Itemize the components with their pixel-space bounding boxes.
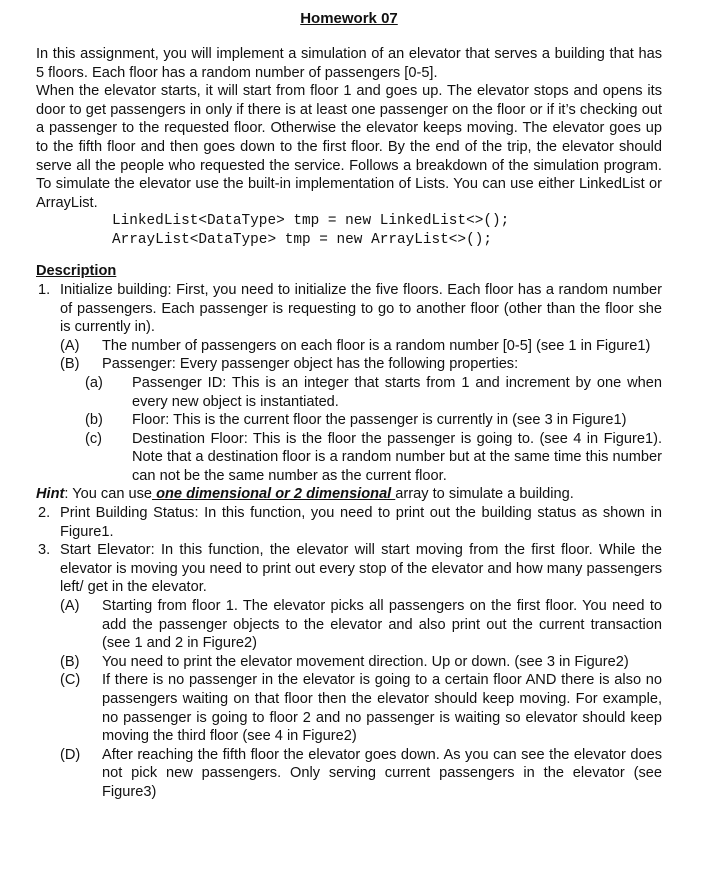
sub-item-3d <box>36 746 662 802</box>
intro-paragraph-1: In this assignment, you will implement a simulation of an elevator that serves a building that has 5 floors. Each floor has a random number of passengers [0-5]. <box>36 46 662 81</box>
sub-label: (D) <box>60 746 81 763</box>
sub-item-text: Destination Floor: This is the floor the passenger is going to. (see 4 in Figure1). Note that a destination floor is a random number but at the same time this number can not be the same number as the current floor. <box>132 430 662 484</box>
sub-item-1b <box>36 355 662 374</box>
list-item-1 <box>36 281 662 337</box>
sub-label: (B) <box>60 356 80 373</box>
list-number: 2. <box>38 505 51 522</box>
sub-label: (c) <box>85 430 103 447</box>
sub-item-1b-b <box>36 411 662 430</box>
sub-item-1b-c <box>36 430 662 486</box>
description-heading: Description <box>36 263 117 280</box>
sub-label: (a) <box>85 374 103 391</box>
code-block <box>36 212 662 250</box>
sub-label: (b) <box>85 412 103 429</box>
hint-text-after: array to simulate a building. <box>395 486 574 503</box>
document-page <box>36 10 662 802</box>
document-title: Homework 07 <box>300 10 398 27</box>
list-item-text: Initialize building: First, you need to initialize the five floors. Each floor has a random number of passengers. Each passenger is requesting to go to another floor (other than the floor she is currently in). <box>60 281 662 336</box>
hint-line <box>36 485 662 504</box>
list-number: 1. <box>38 281 51 298</box>
code-line-arraylist: ArrayList<DataType> tmp = new ArrayList<>(); <box>112 232 492 249</box>
sub-label: (C) <box>60 672 81 689</box>
intro-paragraph-2: When the elevator starts, it will start from floor 1 and goes up. The elevator stops and opens its door to get passengers in only if there is at least one passenger on the floor or if it’s checking out a passenger to the requested floor. Otherwise the elevator keeps moving. The elevator goes up to the fifth floor and then goes down to the first floor. By the end of the trip, the elevator should serve all the people who requested the service. Follows a breakdown of the simulation program. To simulate the elevator use the built-in implementation of Lists. You can use either LinkedList or ArrayList. <box>36 83 662 211</box>
list-number: 3. <box>38 542 51 559</box>
sub-item-text: You need to print the elevator movement direction. Up or down. (see 3 in Figure2) <box>102 653 629 670</box>
sub-item-text: After reaching the fifth floor the elevator goes down. As you can see the elevator does not pick new passengers. Only serving current passengers in the elevator (see Figure3) <box>102 746 662 800</box>
list-item-text: Start Elevator: In this function, the elevator will start moving from the first floor. While the elevator is moving you need to print out every stop of the elevator and how many passengers left/ get in the elevator. <box>60 542 662 596</box>
sub-item-text: Passenger ID: This is an integer that starts from 1 and increment by one when every new object is instantiated. <box>132 374 662 410</box>
list-item-3 <box>36 541 662 597</box>
intro-section <box>36 45 662 212</box>
sub-item-3a <box>36 597 662 653</box>
hint-text-before: : You can use <box>64 486 153 503</box>
sub-item-text: Floor: This is the current floor the passenger is currently in (see 3 in Figure1) <box>132 412 627 429</box>
sub-label: (B) <box>60 653 80 670</box>
sub-item-3c <box>36 671 662 745</box>
code-line-linkedlist: LinkedList<DataType> tmp = new LinkedList<>(); <box>112 213 510 230</box>
sub-label: (A) <box>60 598 80 615</box>
sub-item-text: The number of passengers on each floor is a random number [0-5] (see 1 in Figure1) <box>102 337 651 354</box>
sub-item-1a <box>36 337 662 356</box>
sub-item-1b-a <box>36 374 662 411</box>
hint-emphasis: one dimensional or 2 dimensional <box>152 486 396 503</box>
sub-item-3b <box>36 653 662 672</box>
sub-label: (A) <box>60 337 80 354</box>
list-item-text: Print Building Status: In this function, you need to print out the building status as shown in Figure1. <box>60 505 662 540</box>
list-item-2 <box>36 504 662 541</box>
sub-item-text: Passenger: Every passenger object has the following properties: <box>102 356 519 373</box>
hint-label: Hint <box>36 486 65 503</box>
sub-item-text: Starting from floor 1. The elevator picks all passengers on the first floor. You need to add the passenger objects to the elevator and also print out the current transaction (see 1 and 2 in Figure2) <box>102 598 662 652</box>
sub-item-text: If there is no passenger in the elevator is going to a certain floor AND there is also no passengers waiting on that floor then the elevator should keep moving. For example, no passenger is going to floor 2 and no passenger is waiting so elevator should keep moving the third floor (see 4 in Figure2) <box>102 672 662 745</box>
